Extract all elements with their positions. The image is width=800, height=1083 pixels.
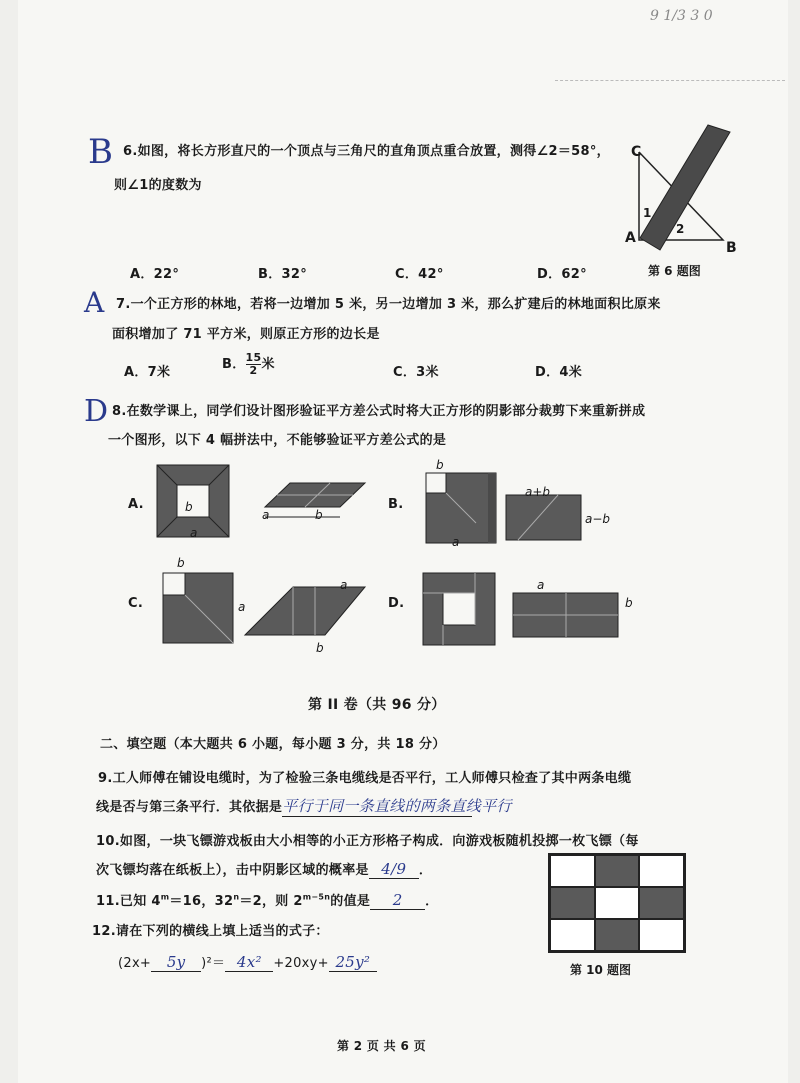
- var-a: a: [340, 578, 348, 592]
- fig6-angle1: 1: [643, 206, 652, 220]
- q10-line1: 10.如图，一块飞镖游戏板由大小相等的小正方形格子构成．向游戏板随机投掷一枚飞镖（每: [96, 834, 639, 849]
- var-a: a: [262, 508, 270, 522]
- blank-cell: [550, 919, 595, 951]
- fig6-label-b: B: [726, 240, 737, 256]
- shaded-cell: [595, 855, 640, 887]
- q12-answer-2: 4x²: [225, 953, 273, 972]
- denominator: 2: [249, 364, 258, 377]
- q11-prefix: 11.已知 4: [96, 894, 161, 909]
- exp: n: [233, 892, 240, 902]
- q11-eq2: ＝2，则 2: [239, 894, 303, 909]
- exp: m−5n: [302, 892, 331, 902]
- q10-text: 次飞镖均落在纸板上），击中阴影区域的概率是: [96, 863, 369, 878]
- fig10-caption: 第 10 题图: [570, 963, 632, 977]
- answer-mark-q7: A: [84, 286, 105, 319]
- q7-line2: 面积增加了 71 平方米，则原正方形的边长是: [112, 327, 380, 342]
- var-a-minus-b: a−b: [585, 512, 611, 526]
- var-b: b: [316, 641, 324, 655]
- q11-line: 11.已知 $4^m=16$，$32^n=2$，则 $2^{m-5n}$的值是 2 ．: [96, 891, 439, 909]
- q8-line2: 一个图形，以下 4 幅拼法中，不能够验证平方差公式的是: [108, 433, 447, 448]
- var-a: a: [238, 600, 246, 614]
- q8-figure-c: [155, 565, 385, 650]
- q8-line1: 8.在数学课上，同学们设计图形验证平方差公式时将大正方形的阴影部分裁剪下来重新拼成: [112, 404, 646, 419]
- answer-mark-q6: B: [88, 132, 113, 172]
- q8-label-b: B.: [388, 497, 404, 512]
- q12-answer-1: 5y: [151, 953, 201, 972]
- part2-title: 第 II 卷（共 96 分）: [308, 697, 446, 713]
- q6-line1: 6.如图，将长方形直尺的一个顶点与三角尺的直角顶点重合放置，测得∠2＝58°，: [123, 144, 610, 159]
- var-b: b: [315, 508, 323, 522]
- fig6-label-c: C: [631, 144, 642, 160]
- q10-line2: 次飞镖均落在纸板上），击中阴影区域的概率是 4/9 ．: [96, 860, 433, 878]
- q8-figure-b: [418, 465, 618, 550]
- blank-cell: [550, 855, 595, 887]
- q12-line: 12.请在下列的横线上填上适当的式子：: [92, 924, 329, 939]
- q10-dartboard: [548, 853, 686, 953]
- fig6-label-a: A: [625, 230, 636, 246]
- answer-mark-q8: D: [84, 394, 109, 429]
- q8-label-a: A.: [128, 497, 144, 512]
- shaded-cell: [550, 887, 595, 919]
- q12-formula: [118, 952, 377, 972]
- fig6-angle2: 2: [676, 222, 685, 236]
- var-b: b: [625, 596, 633, 610]
- q8-label-d: D.: [388, 596, 405, 611]
- formula-part: )²＝: [201, 956, 226, 971]
- section-title: 二、填空题（本大题共 6 小题，每小题 3 分，共 18 分）: [100, 737, 446, 752]
- q6-option-b: B．32°: [258, 267, 307, 282]
- q7-option-b: [222, 352, 275, 377]
- numerator: 15: [245, 351, 262, 364]
- blank-cell: [595, 887, 640, 919]
- q9-line2: [96, 795, 512, 817]
- var-a: a: [452, 535, 460, 549]
- fraction: [246, 352, 262, 377]
- var-b: b: [185, 500, 193, 514]
- var-a-plus-b: a+b: [525, 485, 551, 499]
- var-b: b: [177, 556, 185, 570]
- q7-option-a: A．7米: [124, 365, 171, 380]
- q8-figure-d: [418, 568, 628, 653]
- q6-option-c: C．42°: [395, 267, 444, 282]
- q6-option-d: D．62°: [537, 267, 587, 282]
- formula-part: +20xy+: [273, 956, 329, 971]
- divider: [555, 80, 785, 81]
- q7-option-b-prefix: B．: [222, 357, 246, 372]
- header-scribble: 9 1/3 3 0: [650, 8, 713, 24]
- q7-option-c: C．3米: [393, 365, 439, 380]
- fig6-caption: 第 6 题图: [648, 264, 701, 278]
- shaded-cell: [595, 919, 640, 951]
- var-b: b: [436, 458, 444, 472]
- q11-eq1: ＝16，32: [169, 894, 234, 909]
- page-footer: 第 2 页 共 6 页: [337, 1039, 426, 1053]
- var-a: a: [190, 526, 198, 540]
- q7-line1: 7.一个正方形的林地，若将一边增加 5 米，另一边增加 3 米，那么扩建后的林地面积比原来: [116, 297, 661, 312]
- var-a: a: [537, 578, 545, 592]
- q12-answer-3: 25y²: [329, 953, 377, 972]
- shaded-cell: [639, 887, 684, 919]
- formula-part: (2x+: [118, 956, 152, 971]
- blank-cell: [639, 919, 684, 951]
- q9-answer: 平行于同一条直线的两条直线平行: [282, 797, 512, 815]
- q8-label-c: C.: [128, 596, 144, 611]
- blank-cell: [639, 855, 684, 887]
- q7-option-d: D．4米: [535, 365, 583, 380]
- q6-option-a: A．22°: [130, 267, 180, 282]
- q11-suffix: 的值是: [330, 894, 371, 909]
- q11-answer: 2: [370, 891, 425, 910]
- unit: 米: [261, 357, 275, 372]
- q9-line1: 9.工人师傅在铺设电缆时，为了检验三条电缆线是否平行，工人师傅只检查了其中两条电缆: [98, 771, 632, 786]
- q9-text: 线是否与第三条平行．其依据是: [96, 800, 283, 815]
- q6-line2: 则∠1的度数为: [114, 178, 202, 193]
- q10-answer: 4/9: [369, 860, 419, 879]
- exp: m: [160, 892, 170, 902]
